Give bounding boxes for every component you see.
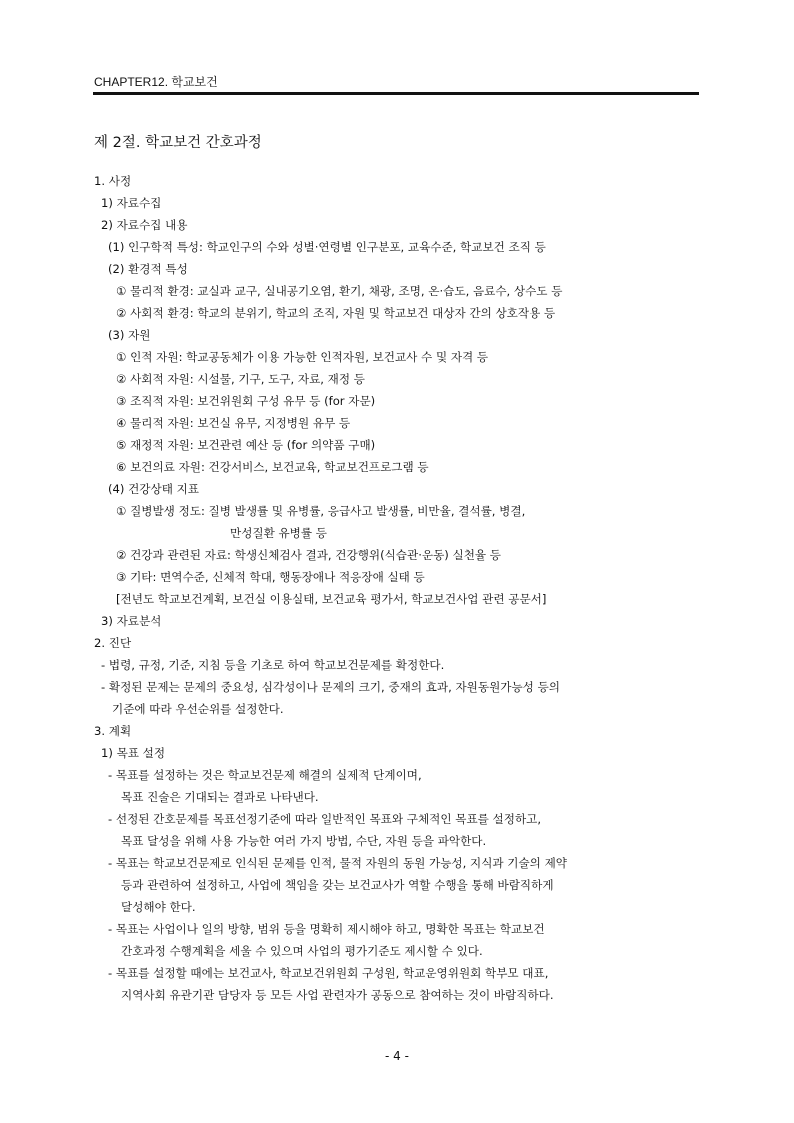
body-line: 지역사회 유관기관 담당자 등 모든 사업 관련자가 공동으로 참여하는 것이 바람직하다. <box>121 988 554 1002</box>
body-line: - 목표는 사업이나 일의 방향, 범위 등을 명확히 제시해야 하고, 명확한 목표는 학교보건 <box>108 922 545 936</box>
body-line: (3) 자원 <box>108 328 151 342</box>
body-line: ⑥ 보건의료 자원: 건강서비스, 보건교육, 학교보건프로그램 등 <box>116 460 429 474</box>
body-line: 1) 자료수집 <box>101 196 162 210</box>
body-line: ① 질병발생 정도: 질병 발생률 및 유병률, 응급사고 발생률, 비만율, 결석률, 병결, <box>116 504 526 518</box>
body-line: ② 사회적 자원: 시설물, 기구, 도구, 자료, 재정 등 <box>116 372 365 386</box>
body-line: 간호과정 수행계획을 세울 수 있으며 사업의 평가기준도 제시할 수 있다. <box>121 944 483 958</box>
body-line: 2) 자료수집 내용 <box>101 218 188 232</box>
body-line: ② 사회적 환경: 학교의 분위기, 학교의 조직, 자원 및 학교보건 대상자 간의 상호작용 등 <box>116 306 556 320</box>
body-line: 3) 자료분석 <box>101 614 162 628</box>
body-line: ② 건강과 관련된 자료: 학생신체검사 결과, 건강행위(식습관·운동) 실천율 등 <box>116 548 501 562</box>
body-line: 3. 계획 <box>94 724 132 738</box>
body-line: (4) 건강상태 지표 <box>108 482 199 496</box>
body-line: ③ 기타: 면역수준, 신체적 학대, 행동장애나 적응장애 실태 등 <box>116 570 425 584</box>
body-line: [전년도 학교보건계획, 보건실 이용실태, 보건교육 평가서, 학교보건사업 관련 공문서] <box>116 592 547 606</box>
body-line: - 목표는 학교보건문제로 인식된 문제를 인적, 물적 자원의 동원 가능성, 지식과 기술의 제약 <box>108 856 567 870</box>
body-line: (1) 인구학적 특성: 학교인구의 수와 성별·연령별 인구분포, 교육수준, 학교보건 조직 등 <box>108 240 546 254</box>
body-line: - 목표를 설정하는 것은 학교보건문제 해결의 실제적 단계이며, <box>108 768 422 782</box>
body-line: ① 인적 자원: 학교공동체가 이용 가능한 인적자원, 보건교사 수 및 자격 등 <box>116 350 489 364</box>
body-line: ③ 조직적 자원: 보건위원회 구성 유무 등 (for 자문) <box>116 394 376 408</box>
header-rule <box>93 92 699 95</box>
body-line: 1) 목표 설정 <box>101 746 166 760</box>
body-line: 기준에 따라 우선순위를 설정한다. <box>112 702 284 716</box>
body-line: 달성해야 한다. <box>121 900 196 914</box>
body-line: - 확정된 문제는 문제의 중요성, 심각성이나 문제의 크기, 중재의 효과, 자원동원가능성 등의 <box>101 680 560 694</box>
body-line: ① 물리적 환경: 교실과 교구, 실내공기오염, 환기, 채광, 조명, 온·습도, 음료수, 상수도 등 <box>116 284 563 298</box>
body-line: 목표 달성을 위해 사용 가능한 여러 가지 방법, 수단, 자원 등을 파악한다. <box>121 834 487 848</box>
body-line: - 선정된 간호문제를 목표선정기준에 따라 일반적인 목표와 구체적인 목표를 설정하고, <box>108 812 542 826</box>
body-line: 등과 관련하여 설정하고, 사업에 책임을 갖는 보건교사가 역할 수행을 통해 바람직하게 <box>121 878 554 892</box>
page-number: - 4 - <box>385 1049 409 1063</box>
body-line: 2. 진단 <box>94 636 132 650</box>
body-line: - 목표를 설정할 때에는 보건교사, 학교보건위원회 구성원, 학교운영위원회 학부모 대표, <box>108 966 549 980</box>
body-line: (2) 환경적 특성 <box>108 262 188 276</box>
chapter-title: CHAPTER12. 학교보건 <box>94 75 218 89</box>
section-title: 제 2절. 학교보건 간호과정 <box>94 135 262 151</box>
body-line: 목표 진술은 기대되는 결과로 나타낸다. <box>121 790 319 804</box>
body-line: - 법령, 규정, 기준, 지침 등을 기초로 하여 학교보건문제를 확정한다. <box>101 658 445 672</box>
body-line: 만성질환 유병률 등 <box>230 526 327 540</box>
body-line: 1. 사정 <box>94 174 132 188</box>
body-line: ⑤ 재정적 자원: 보건관련 예산 등 (for 의약품 구매) <box>116 438 376 452</box>
body-line: ④ 물리적 자원: 보건실 유무, 지정병원 유무 등 <box>116 416 351 430</box>
